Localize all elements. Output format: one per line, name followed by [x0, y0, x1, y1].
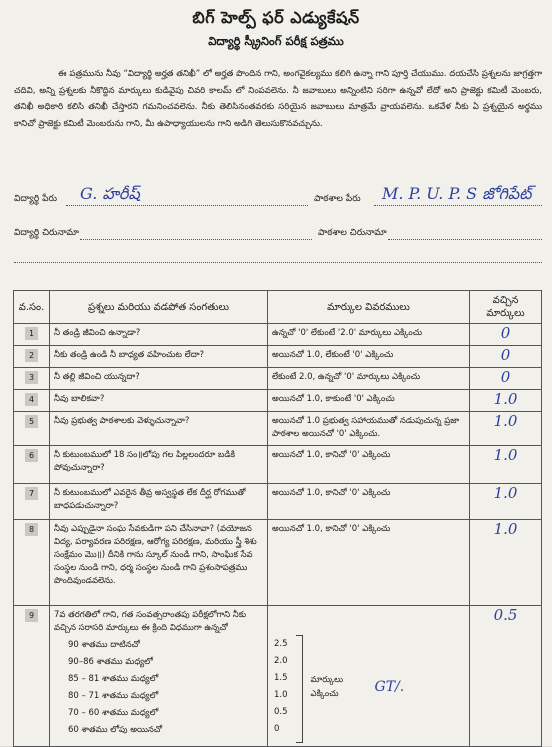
table-row [14, 520, 542, 606]
row-question: 7వ తరగతిలో గాని, గత సంవత్సరాంతపు పరీక్షలోగాని నీకు వచ్చిన సరాసరి మార్కులు ఈ క్రింది విధముగా ఉన్నచో [54, 610, 247, 633]
range-item: 70 – 60 శాతము మధ్యలో [68, 708, 159, 718]
row-awarded-mark[interactable]: 1.0 [470, 520, 542, 606]
row-number: 3 [25, 371, 38, 384]
table-header-row [14, 291, 542, 324]
row-marks-detail: అయినచో 1.0, కానిచో '0' ఎక్కించు [268, 484, 470, 520]
header-questions: ప్రశ్నలు మరియు వడపోత సంగతులు [50, 291, 268, 324]
row-awarded-mark[interactable]: 1.0 [470, 484, 542, 520]
header-serial: వ.సం. [14, 291, 50, 324]
marks-scale-list [274, 636, 288, 738]
address-row [14, 224, 542, 242]
range-item: 80 – 71 శాతము మధ్యలో [68, 691, 159, 701]
table-row [14, 412, 542, 446]
screening-table [13, 290, 542, 747]
range-item: 85 – 81 శాతము మధ్యలో [68, 674, 159, 684]
row-awarded-mark[interactable]: 0 [470, 368, 542, 390]
row-awarded-mark[interactable]: 0 [470, 324, 542, 346]
address-extra-line[interactable] [14, 262, 542, 263]
table-row [14, 368, 542, 390]
table-row [14, 390, 542, 412]
instructions-paragraph: ఈ పత్రమును నీవు “విద్యార్థి అర్హత తనిఖీ” లో అర్హత పొందిన గాని, అంగవైకల్యము కలిగి ఉన్నా గాని పూర్తి చేయుము. దయచేసి ప్రశ్నలను జాగ్రత్తగా చదివి, అన్ని ప్రశ్నలకు నీకొద్దిన మార్కులు కుడివైపు చివరి కాలమ్ లో నింపవలెను. నీ జవాబులు అన్నింటిని సరిగా ఉన్నవో లేదో అని ప్రాజెక్టు కమిటీ మెంబరు, తనిఖీ అధికారి కలిసి తనిఖీ చేస్తారని గమనించవలెను. నీకు తెలిసినంతవరకు సరియైన జవాబులు మాత్రమే వ్రాయవలెను. ఒకవేళ నీకు ఏ ప్రశ్నయైన అర్థము కానిచో ప్రాజెక్టు కమిటీ మెంబరును గాని, మీ ఉపాధ్యాయులను గాని అడిగి తెలుసుకొనవచ్చును. [14, 69, 542, 129]
row-marks-detail: లేకుంటే 2.0, ఉన్నచో '0' మార్కులు ఎక్కించు [268, 368, 470, 390]
school-address-line[interactable] [388, 239, 542, 240]
row-number: 8 [25, 523, 38, 536]
scale-label: మార్కులు ఎక్కించు [310, 675, 344, 699]
header-marks-awarded: వచ్చిన మార్కులు [470, 291, 542, 324]
table-row [14, 346, 542, 368]
row-awarded-mark[interactable]: 1.0 [470, 412, 542, 446]
scale-value: 1.5 [274, 673, 288, 683]
table-row [14, 606, 542, 747]
row-marks-scale [268, 606, 470, 747]
school-name-value: M. P. U. P. S జోగిపేట్ [382, 184, 532, 203]
student-name-label: విద్యార్థి పేరు [14, 194, 57, 204]
scale-value: 2.5 [274, 639, 288, 649]
student-name-value: G. హరీష్ [80, 184, 140, 203]
row-marks-detail: అయినచో 1.0, కానిచో '0' ఎక్కించు [268, 446, 470, 484]
row-marks-detail: అయినచో 1.0, కానిచో '0' ఎక్కించు [268, 520, 470, 606]
row-question: నీ తల్లి జీవించి యున్నదా? [50, 368, 268, 390]
row-marks-detail: అయినచో 1.0, కాకుంటే '0' ఎక్కించు [268, 390, 470, 412]
row-question: నీకు తండ్రి ఉండి నీ బాధ్యత వహించుట లేదా? [50, 346, 268, 368]
scale-value: 2.0 [274, 656, 288, 666]
student-address-line[interactable] [80, 239, 312, 240]
school-name-label: పాఠశాల పేరు [314, 194, 361, 204]
row-question: నీవు ప్రభుత్వ పాఠశాలకు వెళ్ళుచున్నావా? [50, 412, 268, 446]
row-awarded-mark[interactable]: 1.0 [470, 390, 542, 412]
form-subtitle: విద్యార్థి స్క్రీనింగ్ పరీక్ష పత్రము [208, 34, 344, 48]
scale-value: 1.0 [274, 690, 288, 700]
range-item: 60 శాతము లోపు అయినచో [68, 725, 163, 735]
percentage-ranges [68, 637, 263, 739]
scale-value: 0.5 [274, 707, 288, 717]
header-marks-details: మార్కుల వివరములు [268, 291, 470, 324]
row-number: 7 [25, 487, 38, 500]
name-row [14, 184, 542, 208]
row-question: నీవు ఎప్పుడైనా సంఘ సేవకుడిగా పని చేసినావా? (వయోజన విద్య, పర్యావరణ పరిరక్షణ, ఆరోగ్య పరిరక్షణ, మరియు స్త్రీ శిశు సంక్షేమం మొ॥) దీనికి గాను స్కూల్ నుండి గాని, సాంఘిక సేవ సంస్థల నుండి గాని, ధర్మ సంస్థల నుండి గాని ప్రశంసాపత్రము పొందివుండవలెను. [50, 520, 268, 606]
row-awarded-mark[interactable]: 1.0 [470, 446, 542, 484]
student-address-label: విద్యార్థి చిరునామా [14, 228, 79, 238]
form-title: బిగ్ హెల్ప్ ఫర్ ఎడ్యుకేషన్ [192, 8, 360, 27]
row-number: 4 [25, 393, 38, 406]
row-marks-detail: అయినచో 1.0, లేకుంటే '0' ఎక్కించు [268, 346, 470, 368]
row-question: నీ కుటుంబములో 18 సం॥లోపు గల పిల్లలందరూ బడికి పోవుచున్నారా? [50, 446, 268, 484]
range-item: 90 శాతము దాటినచో [68, 640, 140, 650]
row-marks-detail: ఉన్నచో '0' లేకుంటే '2.0' మార్కులు ఎక్కించు [268, 324, 470, 346]
table-row [14, 446, 542, 484]
handwritten-note: GT/. [374, 678, 405, 695]
row-number: 1 [25, 327, 38, 340]
row-question: నీ తండ్రి జీవించి ఉన్నాడా? [50, 324, 268, 346]
row-question: నీ కుటుంబములో ఎవరైన తీవ్ర అస్వస్థత లేక దీర్ఘ రోగముతో బాధపడుచున్నారా? [50, 484, 268, 520]
school-address-label: పాఠశాల చిరునామా [318, 228, 387, 238]
table-row [14, 484, 542, 520]
row-awarded-mark[interactable]: 0.5 [470, 606, 542, 747]
range-item: 90–86 శాతము మధ్యలో [68, 657, 153, 667]
row-number: 2 [25, 349, 38, 362]
row-awarded-mark[interactable]: 0 [470, 346, 542, 368]
row-marks-detail: అయినచో 1.0 ప్రభుత్వ సహాయముతో నడుపుచున్న ప్రజా పాఠశాల అయినచో '0' ఎక్కించు. [268, 412, 470, 446]
row-question: నీవు బాలికవా? [50, 390, 268, 412]
row-number: 5 [25, 415, 38, 428]
row-number: 6 [25, 449, 38, 462]
scale-value: 0 [274, 724, 280, 734]
row-number: 9 [25, 609, 38, 622]
row-question-average-marks [50, 606, 268, 747]
table-row [14, 324, 542, 346]
scale-bracket [296, 635, 303, 743]
